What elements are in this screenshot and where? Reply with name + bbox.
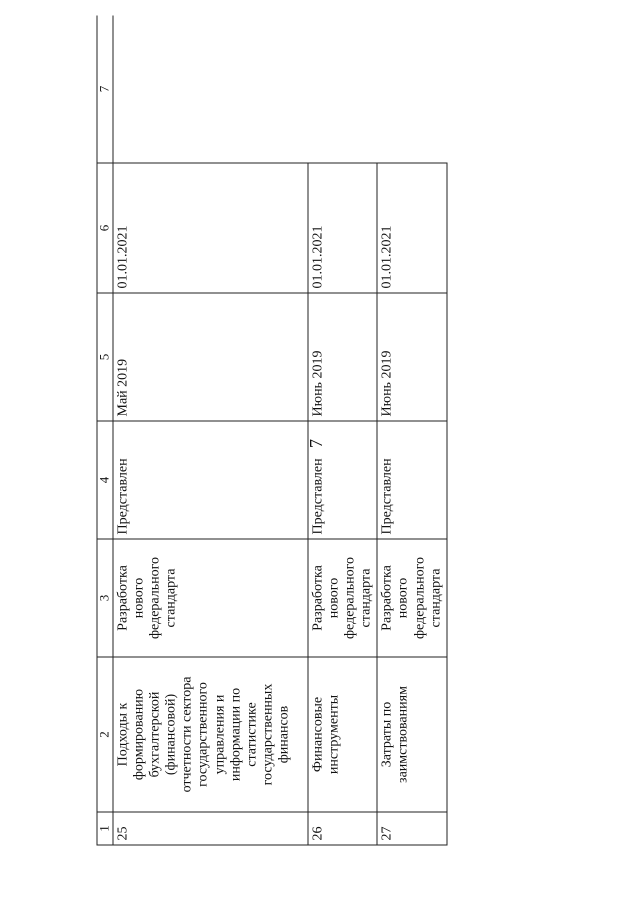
header-col-6: 6 [97,163,113,293]
rotated-table-frame [96,50,443,845]
page-number: 7 [306,439,326,448]
status-cell: Представлен [112,421,307,539]
standards-table [96,15,447,845]
note-cell [112,15,307,163]
standard-name: Подходы к формированию бухгалтерской (финансовой) отчетности сектора государственного управления и информации по статистике государственных финансов [112,657,307,812]
effective-date-cell: 01.01.2021 [112,163,307,293]
table-row [307,15,376,845]
header-col-1: 1 [97,812,113,845]
action-cell: Разработка нового федерального стандарта [112,539,307,657]
table-row [377,15,446,845]
status-cell: Представлен [377,421,446,539]
standard-name: Затраты по заимствованиям [377,657,446,812]
header-col-3: 3 [97,539,113,657]
row-number: 25 [112,812,307,845]
start-date-cell: Июнь 2019 [307,293,376,421]
table-header-row [97,15,113,845]
action-cell: Разработка нового федерального стандарта [307,539,376,657]
start-date-cell: Май 2019 [112,293,307,421]
header-col-7: 7 [97,15,113,163]
standard-name: Финансовые инструменты [307,657,376,812]
table-row [112,15,307,845]
action-cell: Разработка нового федерального стандарта [377,539,446,657]
note-cell [307,15,376,163]
effective-date-cell: 01.01.2021 [307,163,376,293]
effective-date-cell: 01.01.2021 [377,163,446,293]
status-cell: Представлен [307,421,376,539]
row-number: 27 [377,812,446,845]
start-date-cell: Июнь 2019 [377,293,446,421]
header-col-2: 2 [97,657,113,812]
row-number: 26 [307,812,376,845]
header-col-4: 4 [97,421,113,539]
table-container [96,50,443,845]
note-cell [377,15,446,163]
header-col-5: 5 [97,293,113,421]
